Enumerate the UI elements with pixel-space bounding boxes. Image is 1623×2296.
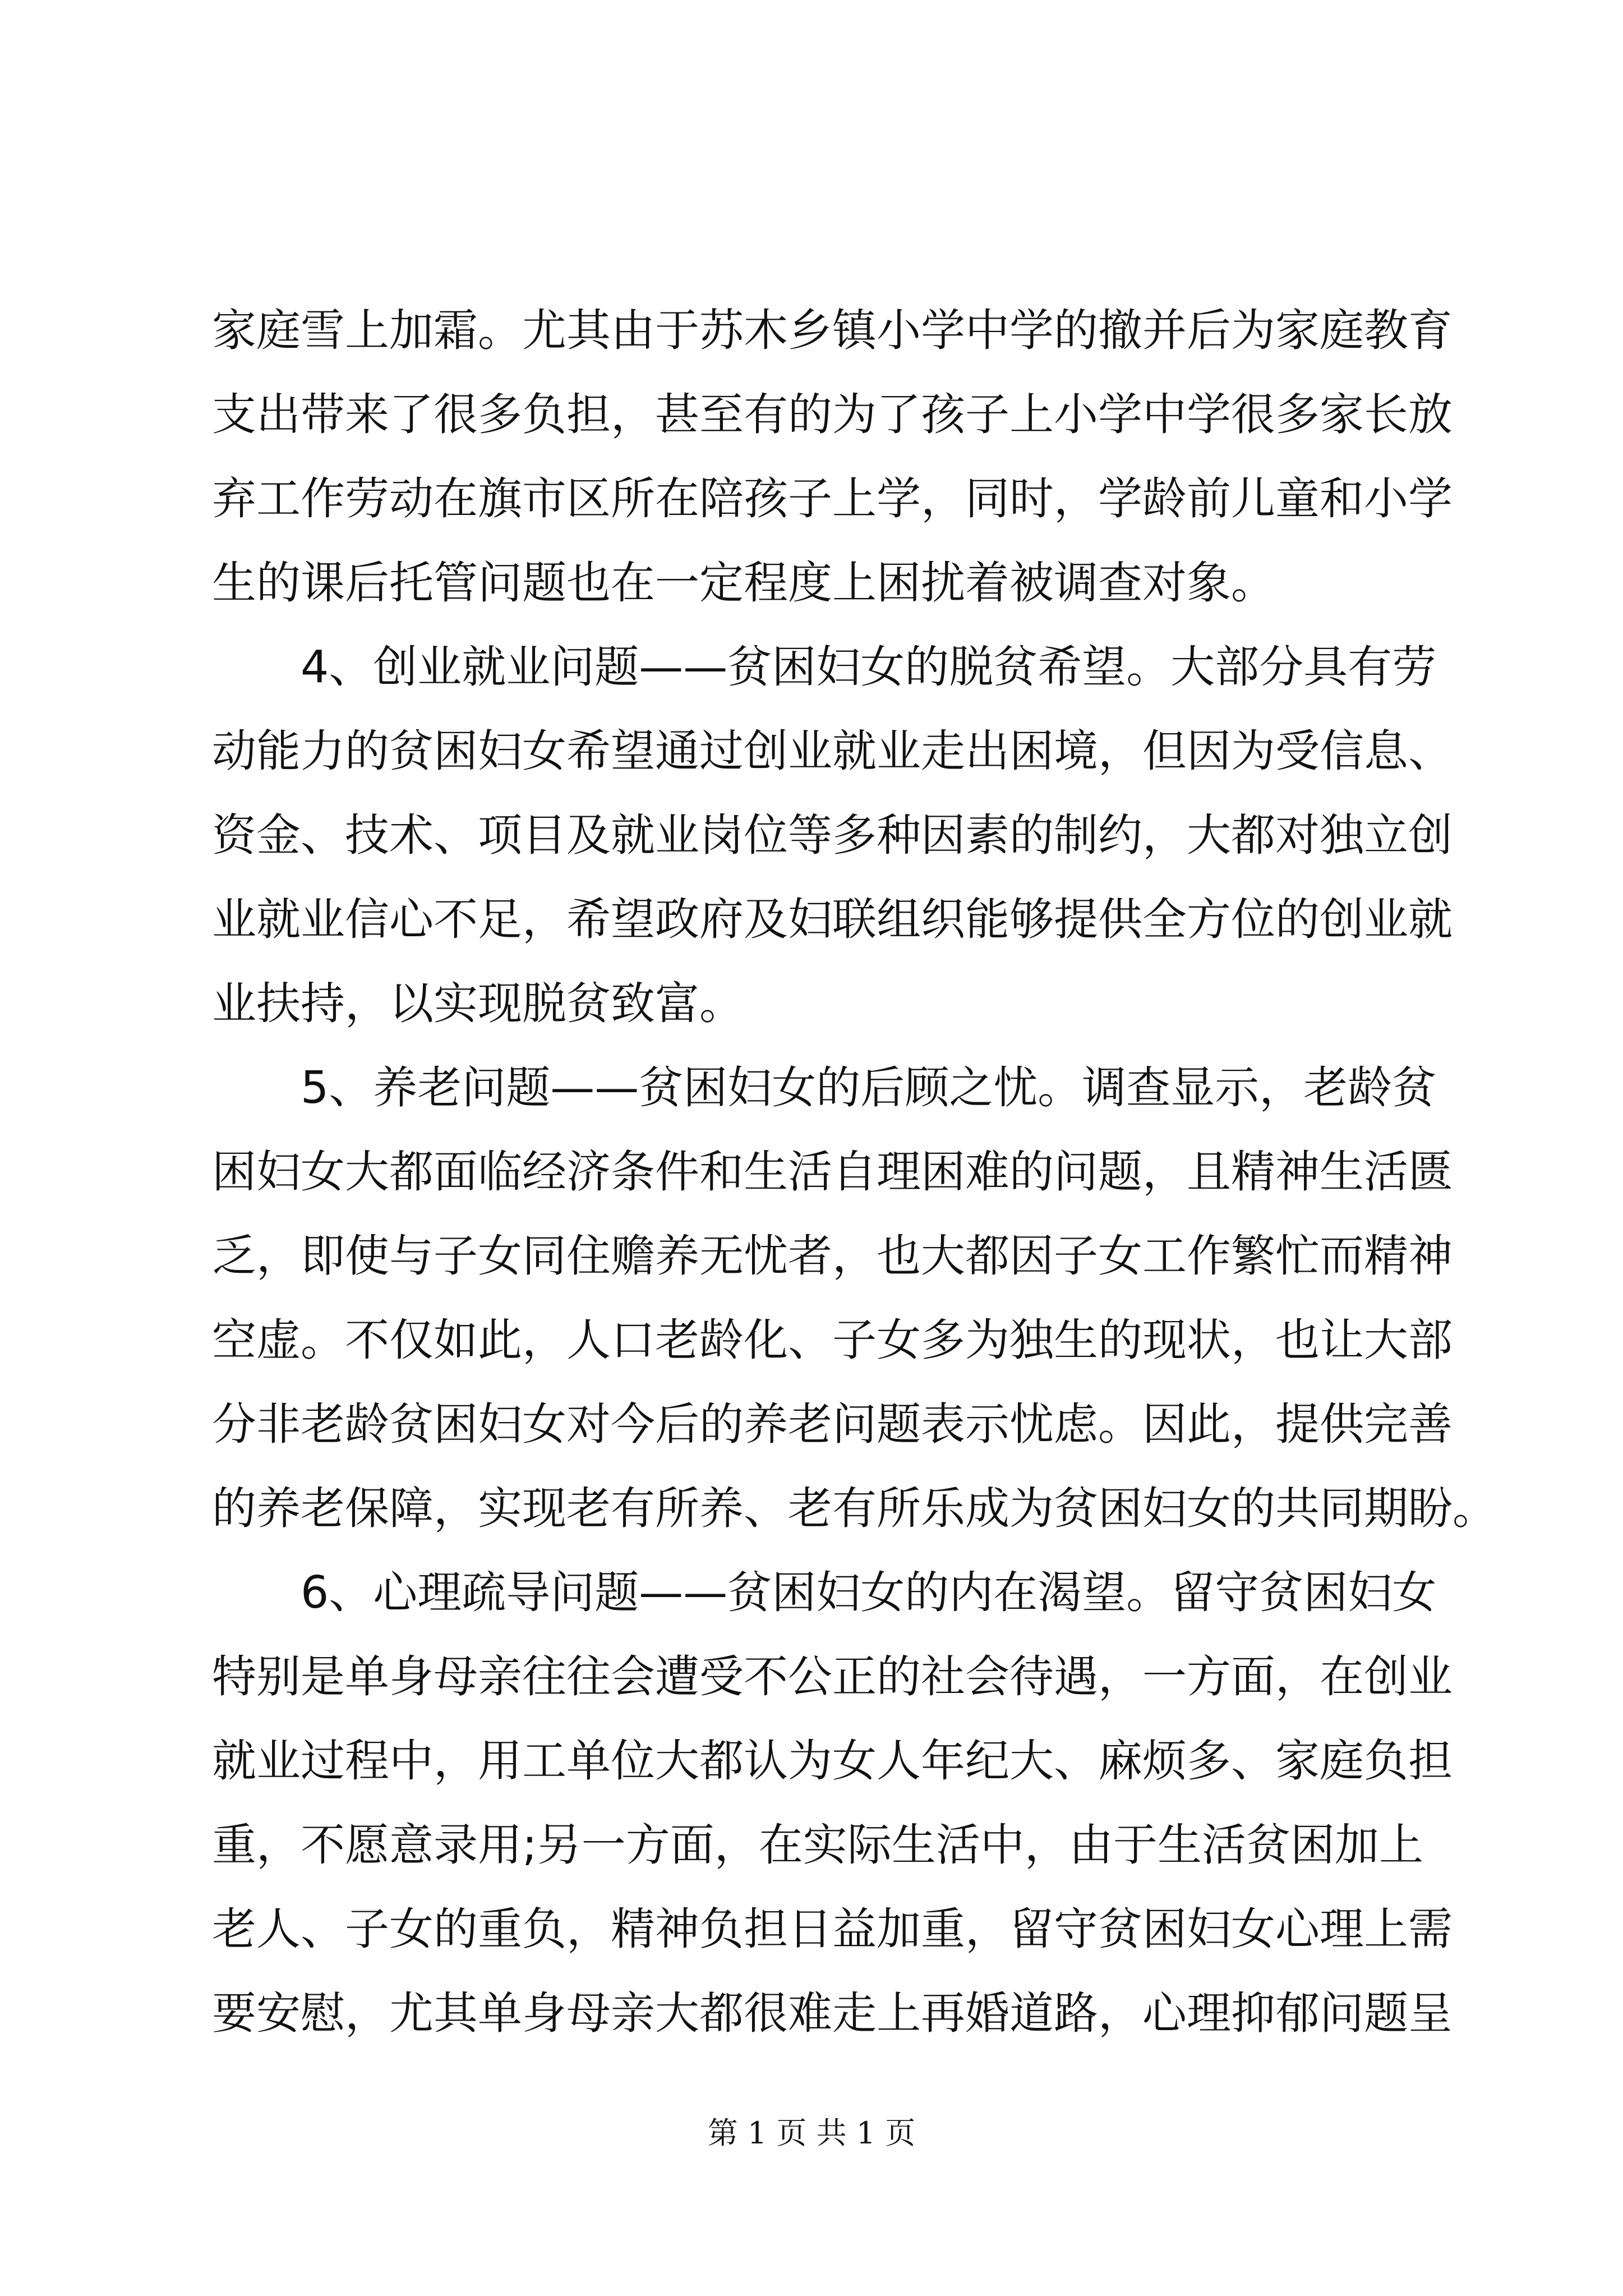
text-line: 弃工作劳动在旗市区所在陪孩子上学，同时，学龄前儿童和小学: [212, 473, 1453, 524]
text-line: 6、心理疏导问题——贫困妇女的内在渴望。留守贫困妇女: [301, 1567, 1437, 1618]
text-line: 困妇女大都面临经济条件和生活自理困难的问题，且精神生活匮: [212, 1146, 1453, 1198]
text-line: 的养老保障，实现老有所养、老有所乐成为贫困妇女的共同期盼。: [212, 1483, 1497, 1534]
body-text: [212, 288, 1497, 2055]
page-footer: 第 1 页 共 1 页: [707, 2115, 916, 2151]
text-line: 分非老龄贫困妇女对今后的养老问题表示忧虑。因此，提供完善: [212, 1398, 1453, 1450]
text-line: 4、创业就业问题——贫困妇女的脱贫希望。大部分具有劳: [301, 641, 1437, 693]
text-line: 支出带来了很多负担，甚至有的为了孩子上小学中学很多家长放: [212, 389, 1453, 440]
text-line: 要安慰，尤其单身母亲大都很难走上再婚道路，心理抑郁问题呈: [212, 1987, 1453, 2039]
text-line: 生的课后托管问题也在一定程度上困扰着被调查对象。: [212, 557, 1275, 609]
text-line: 特别是单身母亲往往会遭受不公正的社会待遇，一方面，在创业: [212, 1651, 1453, 1703]
text-line: 家庭雪上加霜。尤其由于苏木乡镇小学中学的撤并后为家庭教育: [212, 305, 1453, 356]
text-line: 重，不愿意录用;另一方面，在实际生活中，由于生活贫困加上: [212, 1819, 1423, 1871]
text-line: 就业过程中，用工单位大都认为女人年纪大、麻烦多、家庭负担: [212, 1735, 1453, 1787]
text-line: 乏，即使与子女同住赡养无忧者，也大都因子女工作繁忙而精神: [212, 1230, 1453, 1282]
text-line: 5、养老问题——贫困妇女的后顾之忧。调查显示，老龄贫: [301, 1062, 1437, 1114]
text-line: 空虚。不仅如此，人口老龄化、子女多为独生的现状，也让大部: [212, 1314, 1453, 1366]
text-line: 资金、技术、项目及就业岗位等多种因素的制约，大都对独立创: [212, 809, 1453, 861]
text-line: 业就业信心不足，希望政府及妇联组织能够提供全方位的创业就: [212, 894, 1453, 945]
text-line: 老人、子女的重负，精神负担日益加重，留守贫困妇女心理上需: [212, 1903, 1453, 1955]
text-line: 业扶持，以实现脱贫致富。: [212, 978, 744, 1029]
text-line: 动能力的贫困妇女希望通过创业就业走出困境，但因为受信息、: [212, 725, 1453, 777]
